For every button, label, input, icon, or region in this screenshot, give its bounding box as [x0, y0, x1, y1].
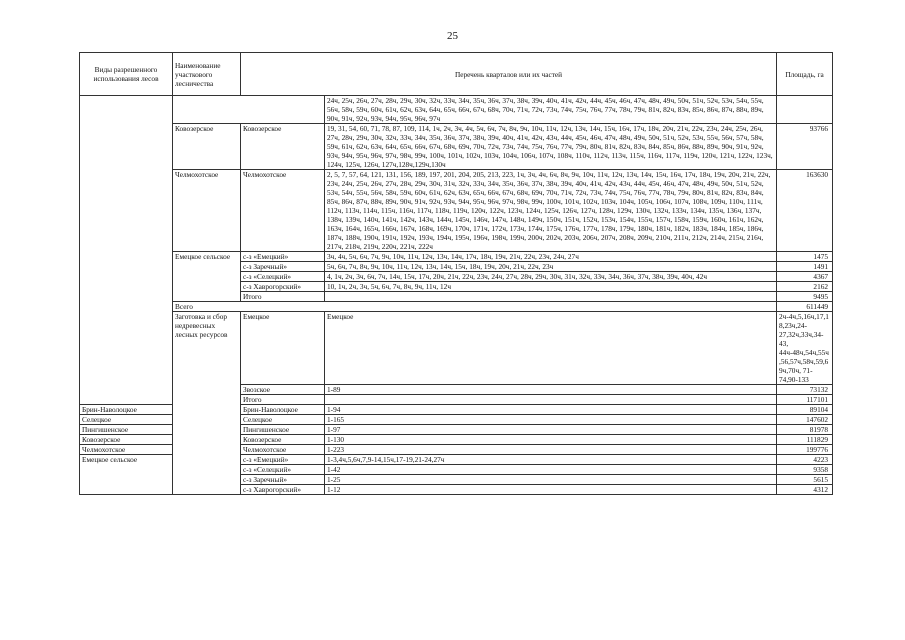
table-row: Итого 117101 — [80, 395, 833, 405]
table-row: Заготовка и сбор недревесных лесных ресурсов Емецкое Емецкое 2ч-4ч,5,16ч,17,18,23ч,24-27,32ч,33ч,34-43, 44ч-48ч,54ч,55ч,56,57ч,58ч,59,69ч,70ч, 71-74,90-133 — [80, 312, 833, 385]
table-row: Челмохотское Челмохотское 2, 5, 7, 57, 64, 121, 131, 156, 189, 197, 201, 204, 205, 213, 223, 1ч, 3ч, 4ч, 6ч, 8ч, 9ч, 10ч, 11ч, 12ч, 13ч, 14ч, 15ч, 16ч, 17ч, 18ч, 19ч, 20ч, 21ч, 22ч, 23ч, 24ч, 25ч, 26ч, 27ч, 28ч, 29ч, 30ч, 31ч, 32ч, 33ч, 34ч, 35ч, 36ч, 37ч, 38ч, 39ч, 40ч, 41ч, 42ч, 43ч, 44ч, 45ч, 46ч, 47ч, 48ч, 49ч, 50ч, 51ч, 52ч, 53ч, 54ч, 55ч, 56ч, 58ч, 59ч, 60ч, 61ч, 62ч, 63ч, 65ч, 66ч, 67ч, 68ч, 69ч, 70ч, 71ч, 72ч, 73ч, 74ч, 75ч, 76ч, 77ч, 78ч, 79ч, 80ч, 81ч, 82ч, 83ч, 84ч, 85ч, 86ч, 87ч, 88ч, 89ч, 90ч, 91ч, 92ч, 93ч, 94ч, 95ч, 96ч, 97ч, 98ч, 99ч, 100ч, 101ч, 102ч, 103ч, 104ч, 105ч, 106ч, 107ч, 108ч, 109ч, 110ч, 111ч, 112ч, 113ч, 114ч, 115ч, 116ч, 117ч, 118ч, 119ч, 120ч, 122ч, 123ч, 124ч, 125ч, 126ч, 127ч, 128ч, 129ч, 130ч, 132ч, 133ч, 134ч, 135ч, 136ч, 137ч, 138ч, 139ч, 140ч, 141ч, 142ч, 143ч, 144ч, 145ч, 146ч, 147ч, 148ч, 149ч, 150ч, 151ч, 152ч, 153ч, 154ч, 155ч, 157ч, 158ч, 159ч, 160ч, 161ч, 162ч, 163ч, 164ч, 165ч, 166ч, 167ч, 168ч, 169ч, 170ч, 171ч, 172ч, 173ч, 174ч, 175ч, 176ч, 177ч, 178ч, 179ч, 180ч, 181ч, 182ч, 183ч, 184ч, 185ч, 186ч, 187ч, 188ч, 190ч, 191ч, 192ч, 193ч, 194ч, 195ч, 196ч, 198ч, 199ч, 200ч, 202ч, 203ч, 206ч, 207ч, 208ч, 209ч, 210ч, 211ч, 212ч, 214ч, 215ч, 216ч, 217ч, 218ч, 219ч, 220ч, 221ч, 222ч 163630 — [80, 170, 833, 252]
table-row: с-з Хаврогорский» 1-12 4312 — [80, 485, 833, 495]
table-row — [80, 96, 833, 124]
quarters-cell: 2, 5, 7, 57, 64, 121, 131, 156, 189, 197, 201, 204, 205, 213, 223, 1ч, 3ч, 4ч, 6ч, 8ч, 9ч, 10ч, 11ч, 12ч, 13ч, 14ч, 15ч, 16ч, 17ч, 18ч, 19ч, 20ч, 21ч, 22ч, 23ч, 24ч, 25ч, 26ч, 27ч, 28ч, 29ч, 30ч, 31ч, 32ч, 33ч, 34ч, 35ч, 36ч, 37ч, 38ч, 39ч, 40ч, 41ч, 42ч, 43ч, 44ч, 45ч, 46ч, 47ч, 48ч, 49ч, 50ч, 51ч, 52ч, 53ч, 54ч, 55ч, 56ч, 58ч, 59ч, 60ч, 61ч, 62ч, 63ч, 65ч, 66ч, 67ч, 68ч, 69ч, 70ч, 71ч, 72ч, 73ч, 74ч, 75ч, 76ч, 77ч, 78ч, 79ч, 80ч, 81ч, 82ч, 83ч, 84ч, 85ч, 86ч, 87ч, 88ч, 89ч, 90ч, 91ч, 92ч, 93ч, 94ч, 95ч, 96ч, 97ч, 98ч, 99ч, 100ч, 101ч, 102ч, 103ч, 104ч, 105ч, 106ч, 107ч, 108ч, 109ч, 110ч, 111ч, 112ч, 113ч, 114ч, 115ч, 116ч, 117ч, 118ч, 119ч, 120ч, 122ч, 123ч, 124ч, 125ч, 126ч, 127ч, 128ч, 129ч, 130ч, 132ч, 133ч, 134ч, 135ч, 136ч, 137ч, 138ч, 139ч, 140ч, 141ч, 142ч, 143ч, 144ч, 145ч, 146ч, 147ч, 148ч, 149ч, 150ч, 151ч, 152ч, 153ч, 154ч, 155ч, 157ч, 158ч, 159ч, 160ч, 161ч, 162ч, 163ч, 164ч, 165ч, 166ч, 167ч, 168ч, 169ч, 170ч, 171ч, 172ч, 173ч, 174ч, 175ч, 176ч, 177ч, 178ч, 179ч, 180ч, 181ч, 182ч, 183ч, 184ч, 185ч, 186ч, 187ч, 188ч, 190ч, 191ч, 192ч, 193ч, 194ч, 195ч, 196ч, 198ч, 199ч, 200ч, 202ч, 203ч, 206ч, 207ч, 208ч, 209ч, 210ч, 211ч, 212ч, 214ч, 215ч, 216ч, 217ч, 218ч, 219ч, 220ч, 221ч, 222ч — [325, 170, 777, 252]
use-cell-continued — [80, 96, 173, 385]
table-row: Звозское 1-89 73132 — [80, 385, 833, 395]
table-row: Емецкое сельское с-з «Емецкий» 1-3,4ч,5,6ч,7,9-14,15ч,17-19,21-24,27ч 4223 — [80, 455, 833, 465]
table-row: Селецкое Селецкое 1-165 147602 — [80, 415, 833, 425]
quarters-cell: 24ч, 25ч, 26ч, 27ч, 28ч, 29ч, 30ч, 32ч, 33ч, 34ч, 35ч, 36ч, 37ч, 38ч, 39ч, 40ч, 41ч, 42ч, 44ч, 45ч, 46ч, 47ч, 48ч, 49ч, 50ч, 51ч, 52ч, 53ч, 54ч, 55ч, 56ч, 58ч, 59ч, 60ч, 61ч, 62ч, 63ч, 64ч, 65ч, 66ч, 67ч, 68ч, 70ч, 71ч, 72ч, 73ч, 74ч, 75ч, 76ч, 77ч, 78ч, 79ч, 81ч, 82ч, 83ч, 85ч, 86ч, 87ч, 88ч, 89ч, 90ч, 91ч, 92ч, 93ч, 94ч, 95ч, 96ч, 97ч — [325, 96, 777, 124]
table-row: Ковозерское Ковозерское 1-130 111829 — [80, 435, 833, 445]
header-forestry: Наименование участкового лесничества — [173, 53, 241, 96]
header-use: Виды разрешенного использования лесов — [80, 53, 173, 96]
table-row: Челмохотское Челмохотское 1-223 199776 — [80, 445, 833, 455]
district-cell: Емецкое сельское — [80, 455, 173, 495]
table-row: с-з Заречный» 1-25 5615 — [80, 475, 833, 485]
quarters-cell: 19, 31, 54, 60, 71, 78, 87, 109, 114, 1ч, 2ч, 3ч, 4ч, 5ч, 6ч, 7ч, 8ч, 9ч, 10ч, 11ч, 12ч, 13ч, 14ч, 15ч, 16ч, 17ч, 18ч, 20ч, 21ч, 22ч, 23ч, 24ч, 25ч, 26ч, 27ч, 28ч, 29ч, 30ч, 32ч, 33ч, 34ч, 35ч, 36ч, 37ч, 38ч, 39ч, 40ч, 41ч, 42ч, 43ч, 44ч, 45ч, 46ч, 47ч, 48ч, 49ч, 50ч, 51ч, 52ч, 53ч, 55ч, 56ч, 57ч, 58ч, 59ч, 61ч, 62ч, 63ч, 64ч, 65ч, 66ч, 67ч, 68ч, 69ч, 70ч, 72ч, 73ч, 74ч, 75ч, 76ч, 77ч, 79ч, 80ч, 81ч, 82ч, 83ч, 84ч, 85ч, 86ч, 88ч, 89ч, 90ч, 91ч, 92ч, 93ч, 94ч, 95ч, 96ч, 97ч, 98ч, 99ч, 100ч, 101ч, 102ч, 103ч, 104ч, 106ч, 107ч, 108ч, 110ч, 112ч, 113ч, 115ч, 116ч, 117ч, 119ч, 120ч, 121ч, 122ч, 123ч, 124ч, 125ч, 126ч, 127ч,128ч,129ч,130ч — [325, 124, 777, 170]
table-row: с-з Заречный» 5ч, 6ч, 7ч, 8ч, 9ч, 10ч, 11ч, 12ч, 13ч, 14ч, 15ч, 18ч, 19ч, 20ч, 21ч, 22ч, 23ч 1491 — [80, 262, 833, 272]
table-row: с-з Хаврогорский» 10, 1ч, 2ч, 3ч, 5ч, 6ч, 7ч, 8ч, 9ч, 11ч, 12ч 2162 — [80, 282, 833, 292]
table-row: с-з «Селецкий» 1-42 9358 — [80, 465, 833, 475]
page-number: 25 — [447, 30, 458, 42]
area-cell: 93766 — [777, 124, 833, 170]
area-cell: 163630 — [777, 170, 833, 252]
table-row: с-з «Селецкий» 4, 1ч, 2ч, 3ч, 6ч, 7ч, 14ч, 15ч, 17ч, 20ч, 21ч, 22ч, 23ч, 24ч, 27ч, 28ч, 29ч, 30ч, 31ч, 32ч, 33ч, 34ч, 36ч, 37ч, 38ч, 39ч, 40ч, 42ч 4367 — [80, 272, 833, 282]
table-row: Ковозерское Ковозерское 19, 31, 54, 60, 71, 78, 87, 109, 114, 1ч, 2ч, 3ч, 4ч, 5ч, 6ч, 7ч, 8ч, 9ч, 10ч, 11ч, 12ч, 13ч, 14ч, 15ч, 16ч, 17ч, 18ч, 20ч, 21ч, 22ч, 23ч, 24ч, 25ч, 26ч, 27ч, 28ч, 29ч, 30ч, 32ч, 33ч, 34ч, 35ч, 36ч, 37ч, 38ч, 39ч, 40ч, 41ч, 42ч, 43ч, 44ч, 45ч, 46ч, 47ч, 48ч, 49ч, 50ч, 51ч, 52ч, 53ч, 55ч, 56ч, 57ч, 58ч, 59ч, 61ч, 62ч, 63ч, 64ч, 65ч, 66ч, 67ч, 68ч, 69ч, 70ч, 72ч, 73ч, 74ч, 75ч, 76ч, 77ч, 79ч, 80ч, 81ч, 82ч, 83ч, 84ч, 85ч, 86ч, 88ч, 89ч, 90ч, 91ч, 92ч, 93ч, 94ч, 95ч, 96ч, 97ч, 98ч, 99ч, 100ч, 101ч, 102ч, 103ч, 104ч, 106ч, 107ч, 108ч, 110ч, 112ч, 113ч, 115ч, 116ч, 117ч, 119ч, 120ч, 121ч, 122ч, 123ч, 124ч, 125ч, 126ч, 127ч,128ч,129ч,130ч 93766 — [80, 124, 833, 170]
table-row: Итого 9495 — [80, 292, 833, 302]
header-area: Площадь, га — [777, 53, 833, 96]
header-row — [80, 53, 833, 96]
table-row: Емецкое сельское с-з «Емецкий» 3ч, 4ч, 5ч, 6ч, 7ч, 9ч, 10ч, 11ч, 12ч, 13ч, 14ч, 17ч, 18ч, 19ч, 21ч, 22ч, 23ч, 24ч, 27ч 1475 — [80, 252, 833, 262]
table-row: Пингишенское Пингишенское 1-97 81978 — [80, 425, 833, 435]
table-row: Брин-Наволоцкое Брин-Наволоцкое 1-94 89104 — [80, 405, 833, 415]
total-row: Всего 611449 — [80, 302, 833, 312]
header-quarters: Перечень кварталов или их частей — [241, 53, 777, 96]
use-cell: Заготовка и сбор недревесных лесных ресурсов — [173, 312, 241, 495]
forest-use-table — [79, 52, 833, 495]
district-cell: Емецкое сельское — [173, 252, 241, 302]
